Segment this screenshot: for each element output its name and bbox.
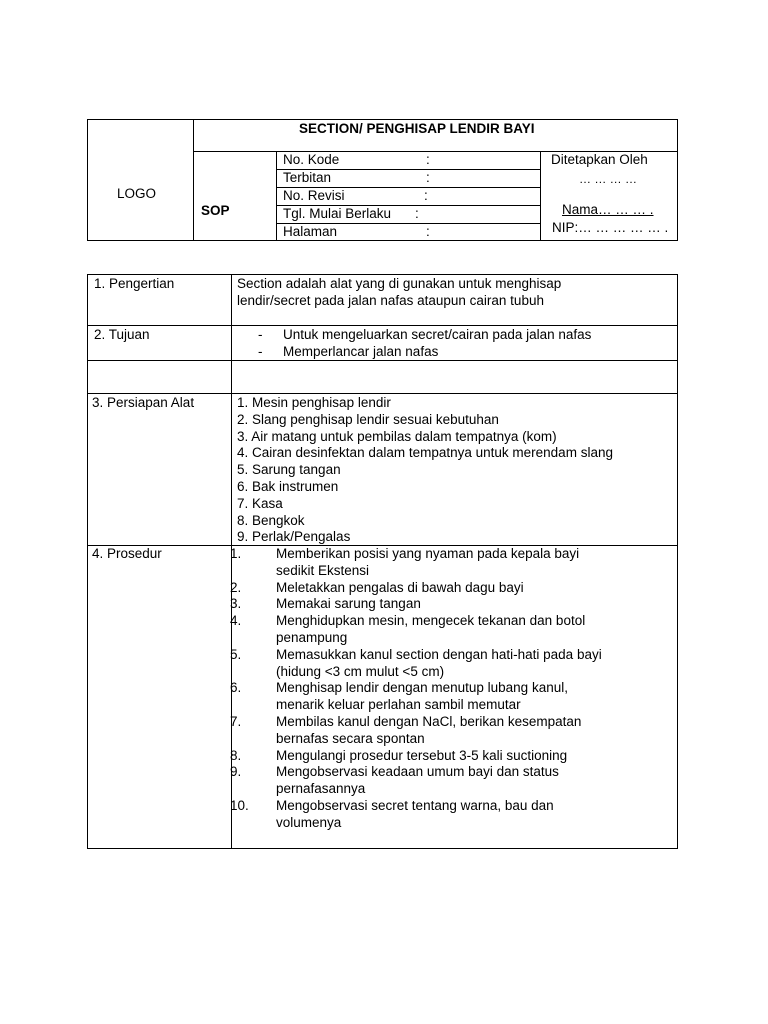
- field-colon: :: [424, 188, 428, 203]
- signer-dots: … … … …: [579, 172, 638, 186]
- step-text: volumenya: [276, 814, 342, 830]
- list-item: 3. Air matang untuk pembilas dalam tempatnya (kom): [237, 428, 557, 444]
- list-item: 7. Kasa: [237, 495, 283, 511]
- step-text: Memakai sarung tangan: [276, 596, 421, 612]
- field-label: Halaman: [283, 224, 338, 239]
- step-text: Mengobservasi keadaan umum bayi dan status: [276, 764, 559, 780]
- field-label: No. Kode: [283, 152, 340, 167]
- step-text: Menghidupkan mesin, mengecek tekanan dan botol: [276, 613, 586, 629]
- step-text: Memasukkan kanul section dengan hati-hati pada bayi: [276, 646, 602, 662]
- pengertian-line: Section adalah alat yang di gunakan untuk menghisap: [237, 276, 562, 291]
- page-title: SECTION/ PENGHISAP LENDIR BAYI: [299, 121, 535, 136]
- step-number: 1.: [230, 546, 242, 561]
- list-item: 9. Perlak/Pengalas: [237, 529, 351, 545]
- list-item: 5. Sarung tangan: [237, 462, 341, 478]
- step-text: sedikit Ekstensi: [276, 562, 370, 578]
- step-text: menarik keluar perlahan sambil memutar: [276, 697, 521, 713]
- step-number: 6.: [230, 680, 242, 696]
- field-colon: :: [426, 152, 430, 167]
- step-text: Mengulangi prosedur tersebut 3-5 kali suctioning: [276, 747, 568, 763]
- section-label-persiapan: 3. Persiapan Alat: [92, 395, 195, 410]
- pengertian-line: lendir/secret pada jalan nafas ataupun cairan tubuh: [237, 293, 544, 308]
- list-item: 2. Slang penghisap lendir sesuai kebutuhan: [237, 411, 499, 427]
- section-label-prosedur: 4. Prosedur: [92, 546, 162, 561]
- logo-placeholder: LOGO: [117, 186, 157, 201]
- step-number: 5.: [230, 646, 242, 662]
- step-text: penampung: [276, 630, 348, 645]
- list-item: 6. Bak instrumen: [237, 479, 339, 494]
- step-text: (hidung <3 cm mulut <5 cm): [276, 663, 445, 679]
- section-label-tujuan: 2. Tujuan: [94, 327, 150, 342]
- step-text: pernafasannya: [276, 781, 366, 797]
- field-label: No. Revisi: [283, 188, 345, 203]
- list-item: 4. Cairan desinfektan dalam tempatnya untuk merendam slang: [237, 445, 613, 461]
- signer-name: Nama… … … .: [562, 202, 654, 217]
- list-item: Untuk mengeluarkan secret/cairan pada jalan nafas: [283, 327, 592, 342]
- sop-label: SOP: [201, 203, 230, 218]
- step-text: Meletakkan pengalas di bawah dagu bayi: [276, 579, 524, 595]
- list-bullet: -: [258, 327, 263, 342]
- list-item: 8. Bengkok: [237, 512, 305, 528]
- step-number: 9.: [230, 764, 242, 780]
- step-text: Mengobservasi secret tentang warna, bau dan: [276, 798, 554, 813]
- step-number: 8.: [230, 747, 242, 763]
- step-number: 3.: [230, 596, 242, 612]
- list-item: 1. Mesin penghisap lendir: [237, 395, 391, 410]
- step-number: 2.: [230, 579, 242, 595]
- section-label-pengertian: 1. Pengertian: [94, 276, 175, 291]
- step-text: Membilas kanul dengan NaCl, berikan kesempatan: [276, 714, 582, 729]
- step-number: 10.: [230, 798, 249, 813]
- list-bullet: -: [258, 344, 263, 359]
- signer-nip: NIP:… … … … … .: [552, 220, 669, 235]
- step-text: bernafas secara spontan: [276, 730, 425, 746]
- step-number: 4.: [230, 613, 242, 629]
- field-label: Tgl. Mulai Berlaku: [283, 206, 392, 221]
- field-colon: :: [415, 206, 419, 221]
- ditetapkan-oleh: Ditetapkan Oleh: [551, 152, 648, 167]
- field-colon: :: [426, 224, 430, 239]
- step-text: Memberikan posisi yang nyaman pada kepala bayi: [276, 546, 580, 561]
- field-colon: :: [426, 170, 430, 185]
- list-item: Memperlancar jalan nafas: [283, 344, 439, 359]
- field-label: Terbitan: [283, 170, 332, 185]
- step-number: 7.: [230, 714, 242, 729]
- step-text: Menghisap lendir dengan menutup lubang kanul,: [276, 680, 568, 696]
